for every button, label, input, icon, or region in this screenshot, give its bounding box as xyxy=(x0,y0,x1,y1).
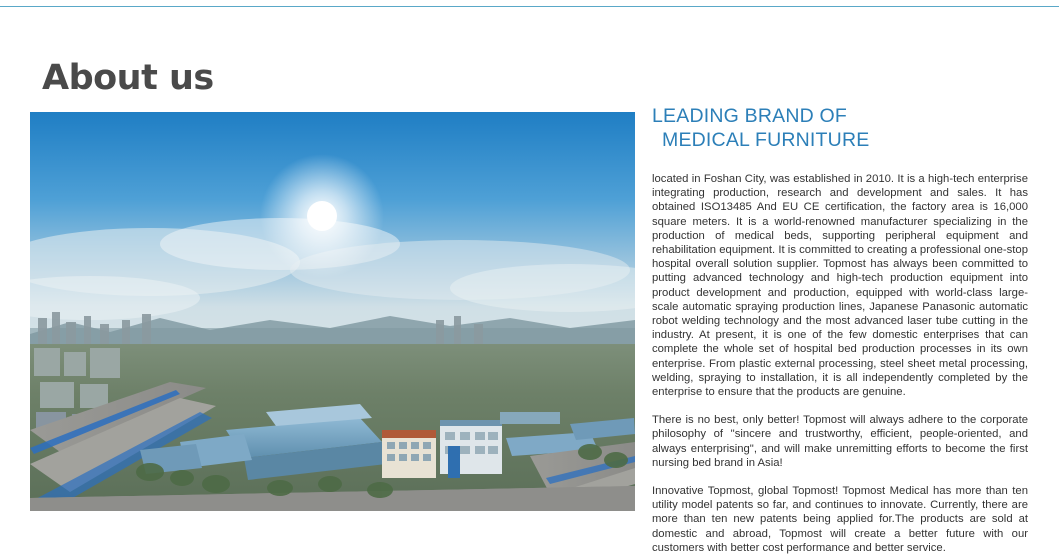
body-text xyxy=(652,172,1028,555)
paragraph-2: There is no best, only better! Topmost will always adhere to the corporate philosophy of "sincere and trustworthy, efficient, people-oriented, and always enterprising", and will make unremitting efforts to become the first nursing bed brand in Asia! xyxy=(652,414,1028,469)
headline xyxy=(652,104,1028,152)
paragraph-1: located in Foshan City, was established in 2010. It is a high-tech enterprise integrating production, research and development and sales. It has obtained ISO13485 And EU CE certification, the factory area is 16,000 square meters. It is a world-renowned manufacturer specializing in the production of medical beds, supporting peripheral equipment and rehabilitation equipment. It is committed to creating a professional one-stop hospital overall solution supplier. Topmost has always been committed to putting advanced technology and high-tech production equipment into product development and production, equipped with world-class large-scale automatic spraying production lines, Japanese Panasonic automatic robot welding technology and the most advanced laser tube cutting in the industry. At present, it is one of the few domestic enterprises that can complete the whole set of hospital bed production processes in its own enterprise. From plastic external processing, steel sheet metal processing, welding, spraying to installation, it is all independently completed by the enterprise to ensure that the products are genuine. xyxy=(652,173,1028,399)
paragraph-3: Innovative Topmost, global Topmost! Topmost Medical has more than ten utility model patents so far, and continues to innovate. Currently, there are more than ten new patents being applied for.The products are sold at domestic and abroad, Topmost will create a better future with our customers with better cost performance and better service. xyxy=(652,485,1028,554)
headline-line-1: LEADING BRAND OF xyxy=(652,105,847,127)
about-text-column xyxy=(652,104,1028,555)
headline-line-2: MEDICAL FURNITURE xyxy=(662,129,870,151)
top-divider xyxy=(0,6,1059,7)
page-title: About us xyxy=(42,58,214,99)
aerial-factory-panorama-image xyxy=(30,112,635,511)
